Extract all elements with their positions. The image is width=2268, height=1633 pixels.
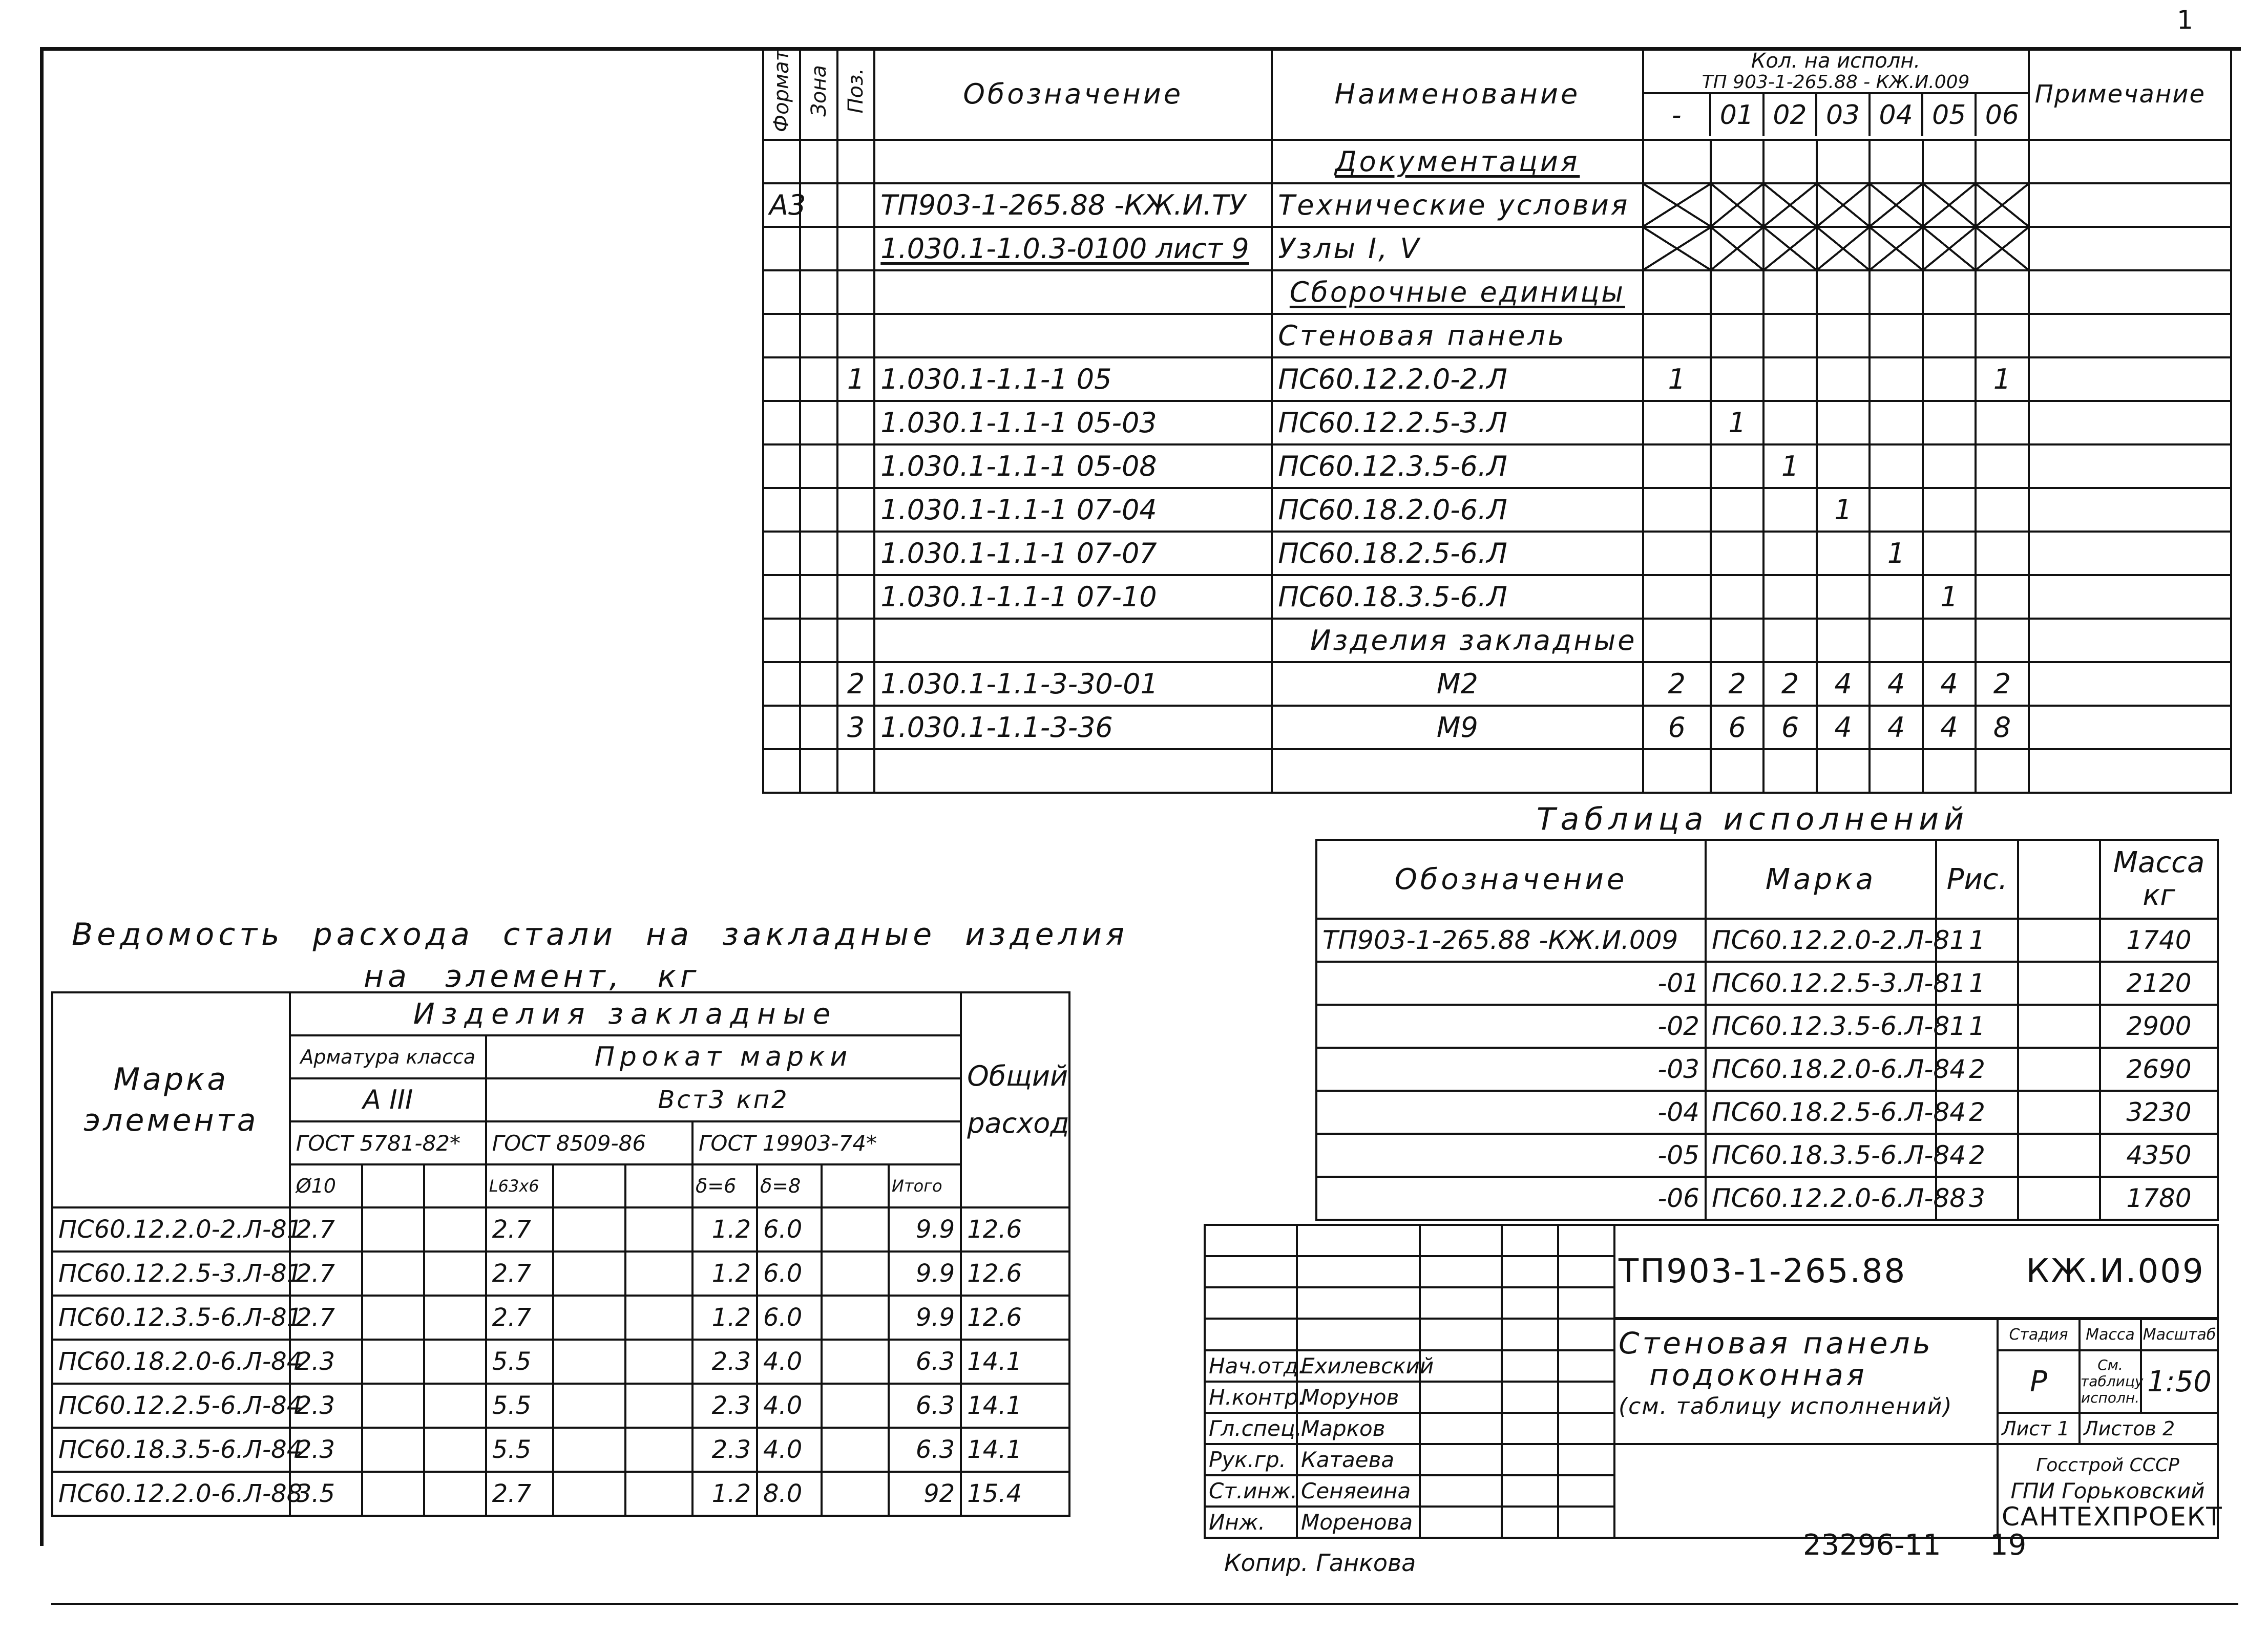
exec-table-title: Таблица исполнений bbox=[1537, 801, 1969, 837]
spec-row: 2 1.030.1-1.1-3-30-01 М2 2 2 2 4 4 4 2 bbox=[763, 662, 2231, 706]
bottom-rule bbox=[51, 1603, 2238, 1605]
specification-table bbox=[762, 47, 2232, 794]
steel-row: ПС60.12.2.0-2.Л-81 2.7 2.7 1.2 6.0 9.9 12.6 bbox=[52, 1207, 1069, 1252]
steel-row: ПС60.12.2.5-3.Л-81 2.7 2.7 1.2 6.0 9.9 12.6 bbox=[52, 1252, 1069, 1296]
steel-row: ПС60.12.2.0-6.Л-88 3.5 2.7 1.2 8.0 92 15.4 bbox=[52, 1472, 1069, 1516]
steel-row: ПС60.12.2.5-6.Л-84 2.3 5.5 2.3 4.0 6.3 14.1 bbox=[52, 1384, 1069, 1428]
steel-consumption-table: Марка элемента Изделия закладные Общий расход Арматура класса Прокат марки А III Вст3 кп2 ГОСТ 5781-82* ГОСТ 8509-86 ГОСТ 19903-74* Ø10 L63x6 δ=6 δ=8 Итого ПС60.12.2.0-2.Л-81 2.7 2.7 1.2 6.0 9.9 12.6 ПС60.12.2.5-3.Л-81 2.7 2.7 1.2 6.0 9.9 12.6 ПС60.12.3.5-6.Л-81 2.7 2.7 1.2 6.0 9.9 12.6 ПС60.18.2.0-6.Л-84 2.3 5.5 2.3 4.0 6.3 14.1 ПС60.12.2.5-6.Л-84 2.3 5.5 2.3 4.0 6.3 14.1 ПС60.18.3.5-6.Л-84 2.3 5.5 2.3 4.0 6.3 14.1 ПС60.12.2.0-6.Л-88 3.5 2.7 1.2 8.0 92 15.4 bbox=[51, 991, 1070, 1517]
spec-row-empty bbox=[763, 749, 2231, 793]
doc-mark: КЖ.И.009 bbox=[2026, 1253, 2205, 1290]
col-zone: Зона bbox=[800, 48, 837, 140]
spec-row: 1.030.1-1.1-1 07-10 ПС60.18.3.5-6.Л 1 bbox=[763, 575, 2231, 619]
exec-row: -01 ПС60.12.2.5-3.Л-81 1 2120 bbox=[1316, 962, 2218, 1005]
drawing-title: Стеновая панель подоконная (см. таблицу исполнений) bbox=[1614, 1319, 1998, 1444]
doc-row: 1.030.1-1.0.3-0100 лист 9 Узлы I, V bbox=[763, 227, 2231, 270]
col-qty-group: Кол. на исполн. ТП 903-1-265.88 - КЖ.И.009 - 01 02 03 04 05 06 bbox=[1643, 48, 2029, 140]
steel-row: ПС60.12.3.5-6.Л-81 2.7 2.7 1.2 6.0 9.9 12.6 bbox=[52, 1296, 1069, 1340]
doc-code: ТП903-1-265.88 bbox=[1619, 1253, 1907, 1290]
section-row: Изделия закладные bbox=[763, 619, 2231, 662]
exec-col-designation: Обозначение bbox=[1316, 840, 1706, 919]
col-name: Наименование bbox=[1272, 48, 1643, 140]
col-note: Примечание bbox=[2029, 48, 2231, 140]
exec-row: -06 ПС60.12.2.0-6.Л-88 3 1780 bbox=[1316, 1177, 2218, 1220]
steel-col-mark: Марка элемента bbox=[52, 992, 290, 1207]
col-format: Формат bbox=[763, 48, 800, 140]
steel-row: ПС60.18.2.0-6.Л-84 2.3 5.5 2.3 4.0 6.3 14.1 bbox=[52, 1340, 1069, 1384]
steel-row: ПС60.18.3.5-6.Л-84 2.3 5.5 2.3 4.0 6.3 14.1 bbox=[52, 1428, 1069, 1472]
section-row: Сборочные единицы bbox=[763, 270, 2231, 314]
steel-col-items: Изделия закладные bbox=[290, 992, 961, 1035]
doc-row: А3 ТП903-1-265.88 -КЖ.И.ТУ Технические условия bbox=[763, 183, 2231, 227]
col-pos: Поз. bbox=[837, 48, 874, 140]
exec-row: ТП903-1-265.88 -КЖ.И.009 ПС60.12.2.0-2.Л-81 1 1740 bbox=[1316, 919, 2218, 962]
exec-col-fig: Рис. bbox=[1936, 840, 2018, 919]
executions-table bbox=[1315, 839, 2219, 1221]
exec-row: -04 ПС60.18.2.5-6.Л-84 2 3230 bbox=[1316, 1091, 2218, 1134]
spec-row: 1.030.1-1.1-1 05-03 ПС60.12.2.5-3.Л 1 bbox=[763, 401, 2231, 444]
spec-row: 1 1.030.1-1.1-1 05 ПС60.12.2.0-2.Л 1 1 bbox=[763, 357, 2231, 401]
spec-row: 3 1.030.1-1.1-3-36 М9 6 6 6 4 4 4 8 bbox=[763, 706, 2231, 749]
title-block: ТП903-1-265.88 КЖ.И.009 Стеновая панель подоконная (см. таблицу исполнений) Стадия Масса Масштаб Нач.отд. Ехилевский Р См. таблицу исполн. 1:50 Н.контр. Морунов Гл.спец. Марков Лист 1 Листов 2 Рук.гр. Катаева Госстрой СССР ГПИ Горьковский САНТЕХПРОЕКТ Ст.инж. Сеняеина Инж. Моренова bbox=[1204, 1224, 2219, 1539]
page-number: 19 bbox=[1990, 1529, 2027, 1562]
steel-col-total: Общий расход bbox=[961, 992, 1069, 1207]
organization: Госстрой СССР ГПИ Горьковский САНТЕХПРОЕКТ bbox=[1998, 1444, 2218, 1538]
archive-number: 23296-11 bbox=[1803, 1529, 1941, 1562]
page-mark: 1 bbox=[2177, 5, 2193, 35]
spec-row: 1.030.1-1.1-1 05-08 ПС60.12.3.5-6.Л 1 bbox=[763, 444, 2231, 488]
exec-row: -03 ПС60.18.2.0-6.Л-84 2 2690 bbox=[1316, 1048, 2218, 1091]
exec-row: -02 ПС60.12.3.5-6.Л-81 1 2900 bbox=[1316, 1005, 2218, 1048]
section-row: Документация bbox=[763, 140, 2231, 183]
steel-title-line2: на элемент, кг bbox=[364, 959, 701, 994]
exec-col-mass: Масса кг bbox=[2100, 840, 2218, 919]
col-designation: Обозначение bbox=[874, 48, 1272, 140]
copier-note: Копир. Ганкова bbox=[1224, 1549, 1416, 1577]
exec-col-mark: Марка bbox=[1706, 840, 1936, 919]
exec-row: -05 ПС60.18.3.5-6.Л-84 2 4350 bbox=[1316, 1134, 2218, 1177]
section-row: Стеновая панель bbox=[763, 314, 2231, 357]
spec-row: 1.030.1-1.1-1 07-07 ПС60.18.2.5-6.Л 1 bbox=[763, 532, 2231, 575]
steel-title-line1: Ведомость расхода стали на закладные изделия bbox=[72, 917, 1129, 952]
spec-row: 1.030.1-1.1-1 07-04 ПС60.18.2.0-6.Л 1 bbox=[763, 488, 2231, 532]
